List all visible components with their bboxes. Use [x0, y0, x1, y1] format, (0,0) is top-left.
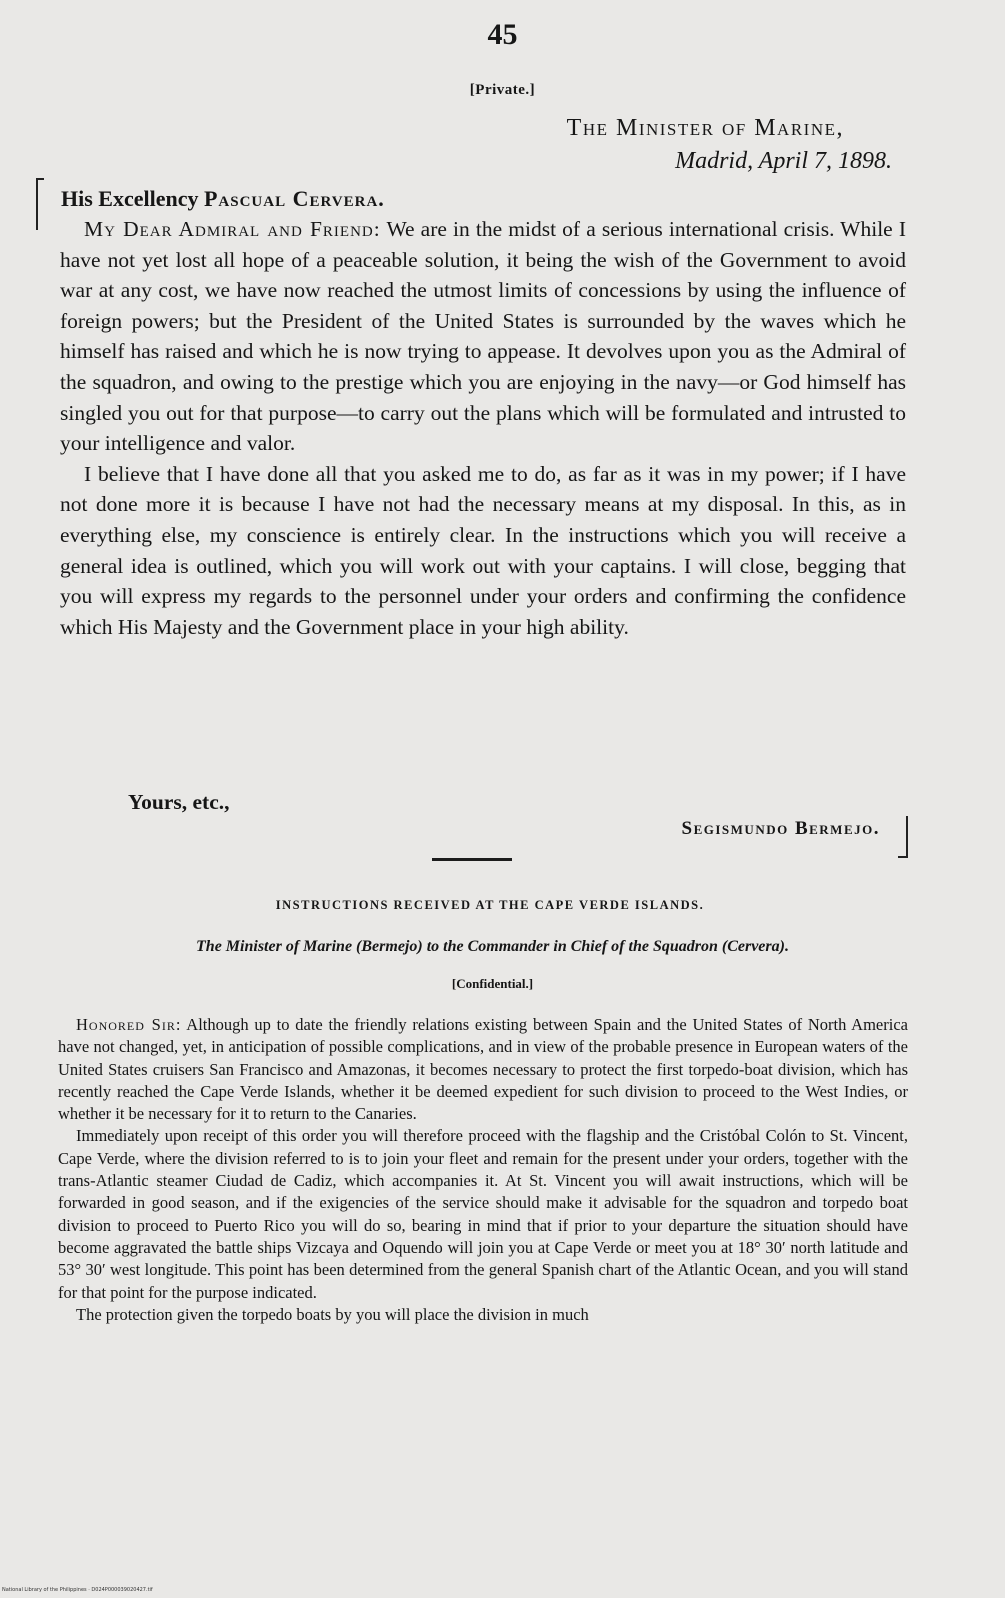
- instructions-paragraph: [58, 1014, 908, 1125]
- instructions-paragraph-2: Immediately upon receipt of this order you will therefore proceed with the flagship and the Cristóbal Colón to St. Vincent, Cape Verde, where the division referred to is to join your fleet and remain for the present under your orders, together with the trans-Atlantic steamer Ciudad de Cadiz, which accompanies it. At St. Vincent you will await instructions, which will be forwarded in good season, and if the exigencies of the service should make it advisable for the squadron and torpedo boat division to proceed to Puerto Rico you will do so, bearing in mind that if prior to your departure the situation should have become aggravated the battle ships Vizcaya and Oquendo will join you at Cape Verde or meet you at 18° 30′ north latitude and 53° 30′ west longitude. This point has been determined from the general Spanish chart of the Atlantic Ocean, and you will stand for that point for the purpose indicated.: [58, 1126, 908, 1302]
- letter-closing: Yours, etc.,: [128, 790, 230, 814]
- letter-paragraph: [60, 214, 906, 459]
- instructions-paragraph-1-text: Although up to date the friendly relations existing between Spain and the United States of North America have not changed, yet, in anticipation of possible complications, and in view of the probable presence in European waters of the United States cruisers San Francisco and Amazonas, it becomes necessary to protect the first torpedo-boat division, which has recently reached the Cape Verde Islands, whether it be deemed expedient for such division to proceed to the West Indies, or whether it be necessary for it to return to the Canaries.: [58, 1015, 908, 1124]
- letter-header-title: The Minister of Marine,: [566, 115, 844, 141]
- page-number: 45: [487, 18, 518, 51]
- instructions-body: [58, 1014, 908, 1326]
- instructions-heading: INSTRUCTIONS RECEIVED AT THE CAPE VERDE ISLANDS.: [275, 898, 705, 912]
- left-bracket-mark: [36, 178, 44, 230]
- confidential-label: [Confidential.]: [451, 976, 534, 991]
- addressee: [61, 186, 385, 212]
- addressee-name: Pascual Cervera.: [203, 186, 385, 211]
- private-label: [Private.]: [469, 82, 536, 98]
- instructions-salutation: Honored Sir:: [76, 1015, 182, 1034]
- letter-paragraph-2: I believe that I have done all that you asked me to do, as far as it was in my power; if I have not done more it is because I have not had the necessary means at my disposal. In this, as in everything else, my conscience is entirely clear. In the instructions which you will receive a general idea is outlined, which you will work out with your captains. I will close, begging that you will express my regards to the personnel under your orders and confirming the confidence which His Majesty and the Government place in your high ability.: [60, 461, 906, 639]
- letter-body: [60, 214, 906, 642]
- section-divider: [432, 858, 512, 861]
- addressee-prefix: His Excellency: [61, 186, 204, 211]
- letter-salutation: My Dear Admiral and Friend:: [84, 217, 381, 241]
- right-bracket-mark: [898, 816, 908, 858]
- instructions-subheading: The Minister of Marine (Bermejo) to the Commander in Chief of the Squadron (Cervera).: [196, 938, 789, 955]
- letter-paragraph-1-text: We are in the midst of a serious international crisis. While I have not yet lost all hope of a peaceable solution, it being the wish of the Government to avoid war at any cost, we have now reached the utmost limits of concessions by using the influence of foreign powers; but the President of the United States is surrounded by the waves which he himself has raised and which he is now trying to appease. It devolves upon you as the Admiral of the squadron, and owing to the prestige which you are enjoying in the navy—or God himself has singled you out for that purpose—to carry out the plans which will be formulated and intrusted to your intelligence and valor.: [60, 217, 906, 456]
- letter-dateline: Madrid, April 7, 1898.: [675, 148, 892, 174]
- instructions-paragraph-3: The protection given the torpedo boats by you will place the division in much: [76, 1304, 589, 1324]
- letter-signature: Segismundo Bermejo.: [681, 818, 880, 839]
- scan-footer-note: National Library of the Philippines · D024P000039020427.tif: [2, 1587, 153, 1593]
